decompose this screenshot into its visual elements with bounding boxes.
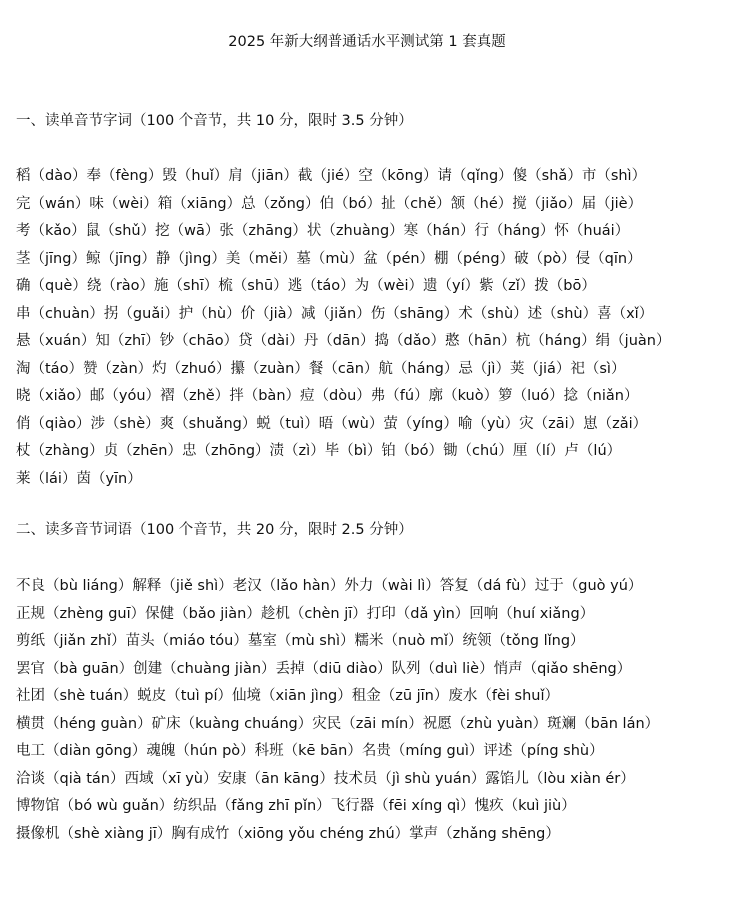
text-line: 正规（zhèng guī）保健（bǎo jiàn）趁机（chèn jī）打印（dǎ yìn）回响（huí xiǎng）	[16, 605, 595, 622]
text-line: 悬（xuán）知（zhī）钞（chāo）贷（dài）丹（dān）捣（dǎo）憨（hān）杭（háng）绢（juàn）	[16, 333, 671, 349]
text-line: 确（què）绕（rào）施（shī）梳（shū）逃（táo）为（wèi）遗（yí）紫（zǐ）拨（bō）	[16, 278, 596, 294]
section-heading-multi-syllable: 二、读多音节词语（100 个音节，共 20 分，限时 2.5 分钟）	[16, 522, 413, 538]
text-line: 剪纸（jiǎn zhǐ）苗头（miáo tóu）墓室（mù shì）糯米（nuò mǐ）统领（tǒng lǐng）	[16, 633, 585, 649]
text-line: 洽谈（qià tán）西域（xī yù）安康（ān kāng）技术员（jì shù yuán）露馅儿（lòu xiàn ér）	[16, 770, 635, 787]
text-line: 稻（dào）奉（fèng）毁（huǐ）肩（jiān）截（jié）空（kōng）请（qǐng）傻（shǎ）市（shì）	[16, 168, 647, 184]
text-line: 考（kǎo）鼠（shǔ）挖（wā）张（zhāng）状（zhuàng）寒（hán）行（háng）怀（huái）	[16, 223, 630, 239]
text-line: 社团（shè tuán）蜕皮（tuì pí）仙境（xiān jìng）租金（zū jīn）废水（fèi shuǐ）	[16, 688, 559, 704]
single-syllable-list	[16, 166, 670, 496]
text-line: 博物馆（bó wù guǎn）纺织品（fǎng zhī pǐn）飞行器（fēi xíng qì）愧疚（kuì jiù）	[16, 798, 576, 814]
text-line: 电工（diàn gōng）魂魄（hún pò）科班（kē bān）名贵（míng guì）评述（píng shù）	[16, 743, 604, 759]
text-line: 茎（jīng）鲸（jīng）静（jìng）美（měi）墓（mù）盆（pén）棚（péng）破（pò）侵（qīn）	[16, 250, 642, 267]
text-line: 不良（bù liáng）解释（jiě shì）老汉（lǎo hàn）外力（wài lì）答复（dá fù）过于（guò yú）	[16, 578, 643, 594]
text-line: 莱（lái）茵（yīn）	[16, 470, 142, 487]
text-line: 完（wán）味（wèi）箱（xiāng）总（zǒng）伯（bó）扯（chě）颔（hé）搅（jiǎo）届（jiè）	[16, 195, 643, 212]
text-line: 晓（xiǎo）邮（yóu）褶（zhě）拌（bàn）痘（dòu）弗（fú）廓（kuò）箩（luó）捻（niǎn）	[16, 388, 639, 404]
section-heading-single-syllable: 一、读单音节字词（100 个音节，共 10 分，限时 3.5 分钟）	[16, 113, 413, 129]
text-line: 横贯（héng guàn）矿床（kuàng chuáng）灾民（zāi mín）祝愿（zhù yuàn）斑斓（bān lán）	[16, 715, 660, 732]
multi-syllable-list	[16, 576, 659, 851]
text-line: 淘（táo）赞（zàn）灼（zhuó）攥（zuàn）餐（cān）航（háng）忌（jì）荚（jiá）祀（sì）	[16, 360, 626, 377]
text-line: 摄像机（shè xiàng jī）胸有成竹（xiōng yǒu chéng zhú）掌声（zhǎng shēng）	[16, 825, 560, 842]
document-title: 2025 年新大纲普通话水平测试第 1 套真题	[228, 34, 506, 50]
text-line: 罢官（bà guān）创建（chuàng jiàn）丢掉（diū diào）队列（duì liè）悄声（qiǎo shēng）	[16, 660, 632, 677]
text-line: 杖（zhàng）贞（zhēn）忠（zhōng）渍（zì）毕（bì）铂（bó）锄（chú）厘（lí）卢（lú）	[16, 443, 622, 459]
text-line: 串（chuàn）拐（guǎi）护（hù）价（jià）减（jiǎn）伤（shāng）术（shù）述（shù）喜（xǐ）	[16, 305, 654, 322]
text-line: 俏（qiào）涉（shè）爽（shuǎng）蜕（tuì）晤（wù）萤（yíng）喻（yù）灾（zāi）崽（zǎi）	[16, 415, 648, 432]
